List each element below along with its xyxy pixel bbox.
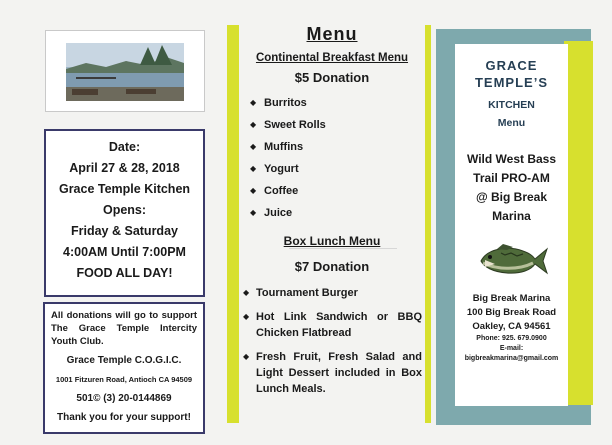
event-date-box: [44, 129, 205, 297]
thanks-text: Thank you for your support!: [57, 412, 191, 423]
box-lunch-price: $7 Donation: [294, 259, 370, 274]
marina-photo-frame: [45, 30, 205, 112]
marina-photo-icon: [66, 43, 184, 101]
bass-fish-icon: [477, 243, 549, 279]
list-item: ◆ Muffins: [250, 141, 304, 153]
list-item: ◆ Burritos: [250, 97, 307, 109]
list-item: ◆ Juice: [250, 207, 293, 219]
diamond-bullet-icon: ◆: [243, 352, 250, 361]
list-item: ◆ Tournament Burger: [243, 287, 358, 299]
diamond-bullet-icon: ◆: [250, 120, 257, 129]
marina-phone: Phone: 925. 679.0900: [476, 335, 547, 342]
list-item: ◆ Hot Link Sandwich or BBQ Chicken Flatbread: [243, 311, 422, 339]
marina-email: bigbreakmarina@gmail.com: [464, 355, 559, 362]
list-item: ◆ Sweet Rolls: [250, 119, 326, 131]
cover-title: GRACE TEMPLE’S: [474, 58, 548, 90]
diamond-bullet-icon: ◆: [250, 186, 257, 195]
list-item: ◆ Yogurt: [250, 163, 299, 175]
list-item: ◆ Coffee: [250, 185, 299, 197]
diamond-bullet-icon: ◆: [243, 312, 250, 321]
email-label: E-mail:: [499, 345, 524, 352]
event-name: Wild West Bass Trail PRO-AM @ Big Break Marina: [466, 152, 557, 223]
donation-box: [43, 302, 205, 434]
food-tagline: FOOD ALL DAY!: [76, 266, 173, 280]
open-hours: 4:00AM Until 7:00PM: [63, 245, 186, 259]
marina-address: Big Break Marina 100 Big Break Road Oakley, CA 94561: [466, 293, 557, 332]
accent-strip-right: [425, 25, 431, 423]
diamond-bullet-icon: ◆: [250, 208, 257, 217]
org-address: 1001 Fitzuren Road, Antioch CA 94509: [55, 375, 193, 384]
menu-title: Menu: [306, 24, 358, 44]
diamond-bullet-icon: ◆: [243, 288, 250, 297]
diamond-bullet-icon: ◆: [250, 98, 257, 107]
donation-text: All donations will go to support The Grace Temple Intercity Youth Club.: [51, 310, 197, 347]
open-days: Friday & Saturday: [71, 224, 178, 238]
box-lunch-title: Box Lunch Menu: [283, 234, 381, 248]
org-name: Grace Temple C.O.G.I.C.: [66, 355, 182, 366]
accent-strip-left: [227, 25, 239, 423]
menu-divider: [289, 248, 397, 249]
cover-subtitle: KITCHEN Menu: [488, 99, 535, 129]
date-value: April 27 & 28, 2018: [69, 161, 180, 175]
org-ein: 501© (3) 20-0144869: [76, 393, 172, 404]
box-lunch-items: [242, 285, 422, 405]
marina-contact: [455, 334, 568, 364]
venue-name: Grace Temple Kitchen: [58, 182, 191, 196]
diamond-bullet-icon: ◆: [250, 164, 257, 173]
cover-panel-yellow: [564, 41, 593, 405]
continental-items: [242, 96, 326, 228]
continental-price: $5 Donation: [294, 70, 370, 85]
opens-label: Opens:: [102, 203, 147, 217]
diamond-bullet-icon: ◆: [250, 142, 257, 151]
continental-menu-title: Continental Breakfast Menu: [255, 52, 409, 64]
date-label: Date:: [108, 140, 141, 154]
list-item: ◆ Fresh Fruit, Fresh Salad and Light Dessert included in Box Lunch Meals.: [243, 351, 422, 395]
